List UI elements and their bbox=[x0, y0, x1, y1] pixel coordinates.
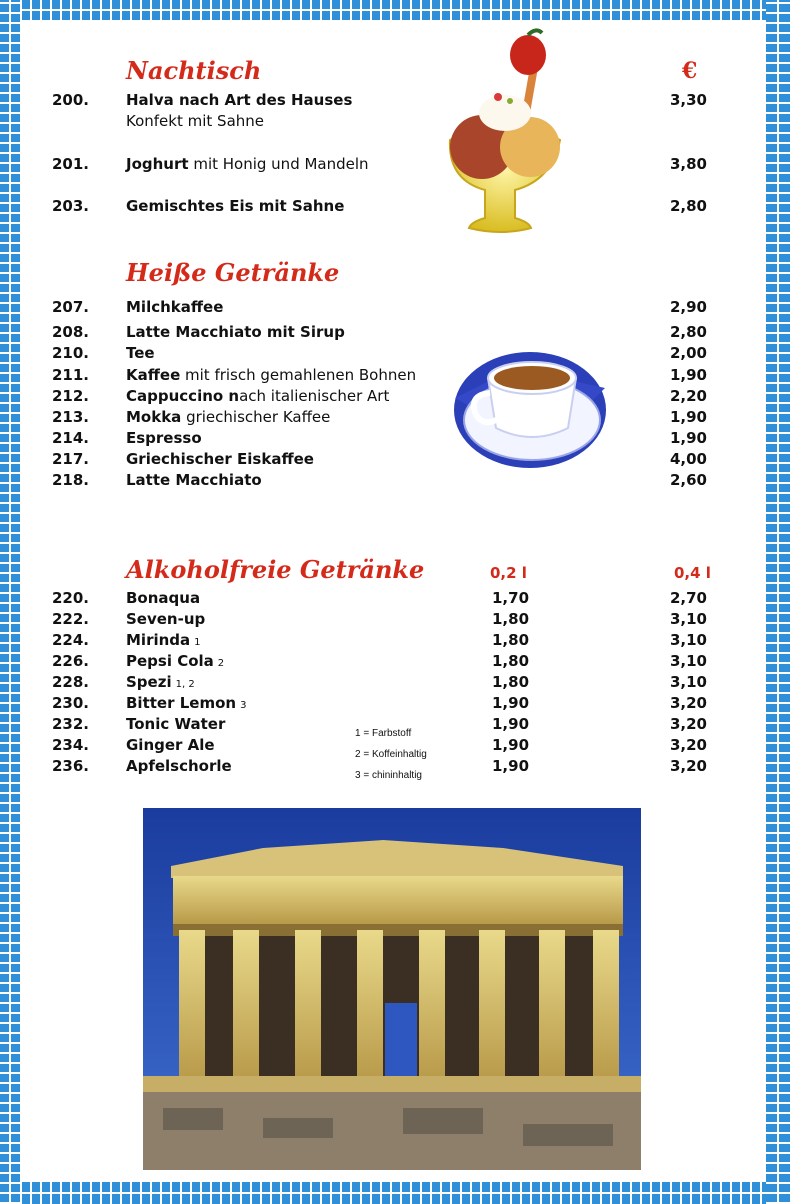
price-0-2l: 1,90 bbox=[492, 694, 530, 712]
item-name bbox=[126, 387, 389, 405]
price-0-4l: 3,20 bbox=[669, 757, 707, 775]
item-footnote: 1 bbox=[194, 637, 201, 648]
item-price: 1,90 bbox=[669, 408, 707, 426]
item-number: 208. bbox=[52, 323, 90, 341]
item-number: 224. bbox=[52, 631, 90, 649]
item-number: 200. bbox=[52, 91, 90, 109]
item-price: 3,30 bbox=[669, 91, 707, 109]
menu-item-row bbox=[0, 429, 790, 449]
item-number: 214. bbox=[52, 429, 90, 447]
item-number: 203. bbox=[52, 197, 90, 215]
item-name-bold: Mirinda bbox=[126, 631, 191, 649]
menu-item-row bbox=[0, 91, 790, 111]
item-price: 2,90 bbox=[669, 298, 707, 316]
item-price: 2,20 bbox=[669, 387, 707, 405]
item-name-bold: Gemischtes Eis mit Sahne bbox=[126, 197, 345, 215]
price-0-2l: 1,90 bbox=[492, 715, 530, 733]
item-number: 228. bbox=[52, 673, 90, 691]
item-name bbox=[126, 589, 200, 607]
item-number: 210. bbox=[52, 344, 90, 362]
item-number: 220. bbox=[52, 589, 90, 607]
drink-item-row bbox=[0, 631, 790, 651]
item-number: 217. bbox=[52, 450, 90, 468]
item-name-bold: Joghurt bbox=[126, 155, 189, 173]
drink-item-row bbox=[0, 694, 790, 714]
price-0-2l: 1,80 bbox=[492, 673, 530, 691]
item-name bbox=[126, 366, 416, 384]
legend-koffeinhaltig: 2 = Koffeinhaltig bbox=[355, 749, 427, 760]
section-title-alkoholfreie-getraenke: Alkoholfreie Getränke bbox=[126, 555, 425, 584]
item-number: 213. bbox=[52, 408, 90, 426]
item-number: 207. bbox=[52, 298, 90, 316]
item-footnote: 2 bbox=[217, 658, 225, 669]
item-name-bold: Milchkaffee bbox=[126, 298, 224, 316]
menu-item-row bbox=[0, 366, 790, 386]
price-0-2l: 1,80 bbox=[492, 631, 530, 649]
column-head-0-4l: 0,4 l bbox=[674, 564, 711, 582]
parthenon-image bbox=[143, 808, 641, 1170]
item-name bbox=[126, 631, 201, 649]
item-name-bold: Tee bbox=[126, 344, 155, 362]
item-price: 2,60 bbox=[669, 471, 707, 489]
ice-cream-sundae-image bbox=[440, 25, 565, 247]
item-name-bold: Griechischer Eiskaffee bbox=[126, 450, 314, 468]
item-name-bold: Kaffee bbox=[126, 366, 181, 384]
drink-item-row bbox=[0, 673, 790, 693]
price-0-4l: 3,10 bbox=[669, 631, 707, 649]
coffee-cup-image bbox=[450, 338, 610, 473]
price-0-4l: 3,20 bbox=[669, 736, 707, 754]
item-number: 234. bbox=[52, 736, 90, 754]
item-name bbox=[126, 652, 224, 670]
price-0-4l: 3,10 bbox=[669, 673, 707, 691]
item-price: 3,80 bbox=[669, 155, 707, 173]
price-0-2l: 1,70 bbox=[492, 589, 530, 607]
item-description: Konfekt mit Sahne bbox=[126, 112, 265, 130]
item-name bbox=[126, 155, 369, 173]
item-name bbox=[126, 197, 344, 215]
item-name bbox=[126, 757, 232, 775]
drink-item-row bbox=[0, 610, 790, 630]
legend-chininhaltig: 3 = chininhaltig bbox=[355, 770, 422, 781]
item-price: 2,80 bbox=[669, 323, 707, 341]
menu-item-row bbox=[0, 450, 790, 470]
item-name-bold: Cappuccino n bbox=[126, 387, 240, 405]
item-name bbox=[126, 408, 330, 426]
price-0-2l: 1,90 bbox=[492, 757, 530, 775]
legend-farbstoff: 1 = Farbstoff bbox=[355, 728, 412, 739]
item-number: 211. bbox=[52, 366, 90, 384]
drink-item-row bbox=[0, 589, 790, 609]
item-name bbox=[126, 694, 246, 712]
item-footnote: 1, 2 bbox=[175, 679, 195, 690]
item-name bbox=[126, 91, 352, 109]
item-name-bold: Mokka bbox=[126, 408, 182, 426]
item-name bbox=[126, 429, 202, 447]
item-name bbox=[126, 298, 223, 316]
item-price: 2,00 bbox=[669, 344, 707, 362]
item-name bbox=[126, 450, 314, 468]
price-0-2l: 1,80 bbox=[492, 610, 530, 628]
item-name bbox=[126, 610, 205, 628]
item-name-rest: ach italienischer Art bbox=[239, 387, 390, 405]
item-name bbox=[126, 673, 195, 691]
item-number: 226. bbox=[52, 652, 90, 670]
item-name-bold: Pepsi Cola bbox=[126, 652, 214, 670]
item-name-bold: Apfelschorle bbox=[126, 757, 232, 775]
section-title-heisse-getraenke: Heiße Getränke bbox=[126, 258, 340, 287]
item-name bbox=[126, 736, 215, 754]
item-name-bold: Halva nach Art des Hauses bbox=[126, 91, 353, 109]
price-0-4l: 3,20 bbox=[669, 694, 707, 712]
item-name-rest: mit frisch gemahlenen Bohnen bbox=[180, 366, 417, 384]
item-number: 232. bbox=[52, 715, 90, 733]
item-name bbox=[126, 471, 262, 489]
price-0-4l: 3,10 bbox=[669, 610, 707, 628]
menu-item-row bbox=[0, 197, 790, 217]
item-name-bold: Ginger Ale bbox=[126, 736, 215, 754]
item-name-bold: Bitter Lemon bbox=[126, 694, 237, 712]
item-name-bold: Latte Macchiato bbox=[126, 471, 262, 489]
item-name bbox=[126, 344, 155, 362]
item-footnote: 3 bbox=[240, 700, 247, 711]
menu-item-row bbox=[0, 344, 790, 364]
section-title-nachtisch: Nachtisch bbox=[126, 56, 262, 85]
item-name-rest: mit Honig und Mandeln bbox=[188, 155, 369, 173]
price-0-2l: 1,80 bbox=[492, 652, 530, 670]
item-number: 218. bbox=[52, 471, 90, 489]
item-name-bold: Bonaqua bbox=[126, 589, 201, 607]
item-name-bold: Spezi bbox=[126, 673, 172, 691]
price-0-4l: 3,10 bbox=[669, 652, 707, 670]
menu-item-row bbox=[0, 155, 790, 175]
item-number: 230. bbox=[52, 694, 90, 712]
item-number: 222. bbox=[52, 610, 90, 628]
price-0-4l: 2,70 bbox=[669, 589, 707, 607]
currency-symbol: € bbox=[682, 58, 698, 84]
menu-item-row bbox=[0, 298, 790, 318]
item-name-rest: griechischer Kaffee bbox=[181, 408, 331, 426]
item-name bbox=[126, 715, 225, 733]
item-price: 1,90 bbox=[669, 366, 707, 384]
column-head-0-2l: 0,2 l bbox=[490, 564, 527, 582]
item-number: 236. bbox=[52, 757, 90, 775]
greek-key-border-bottom bbox=[0, 1182, 790, 1204]
price-0-4l: 3,20 bbox=[669, 715, 707, 733]
menu-item-row bbox=[0, 471, 790, 491]
menu-item-row bbox=[0, 323, 790, 343]
price-0-2l: 1,90 bbox=[492, 736, 530, 754]
item-name-bold: Latte Macchiato mit Sirup bbox=[126, 323, 345, 341]
item-number: 201. bbox=[52, 155, 90, 173]
item-price: 2,80 bbox=[669, 197, 707, 215]
greek-key-border-top bbox=[0, 0, 790, 20]
item-name-bold: Seven-up bbox=[126, 610, 206, 628]
item-number: 212. bbox=[52, 387, 90, 405]
item-name-bold: Tonic Water bbox=[126, 715, 226, 733]
item-price: 1,90 bbox=[669, 429, 707, 447]
item-price: 4,00 bbox=[669, 450, 707, 468]
item-name-bold: Espresso bbox=[126, 429, 202, 447]
menu-item-row bbox=[0, 408, 790, 428]
item-name bbox=[126, 323, 345, 341]
drink-item-row bbox=[0, 652, 790, 672]
menu-item-row bbox=[0, 387, 790, 407]
